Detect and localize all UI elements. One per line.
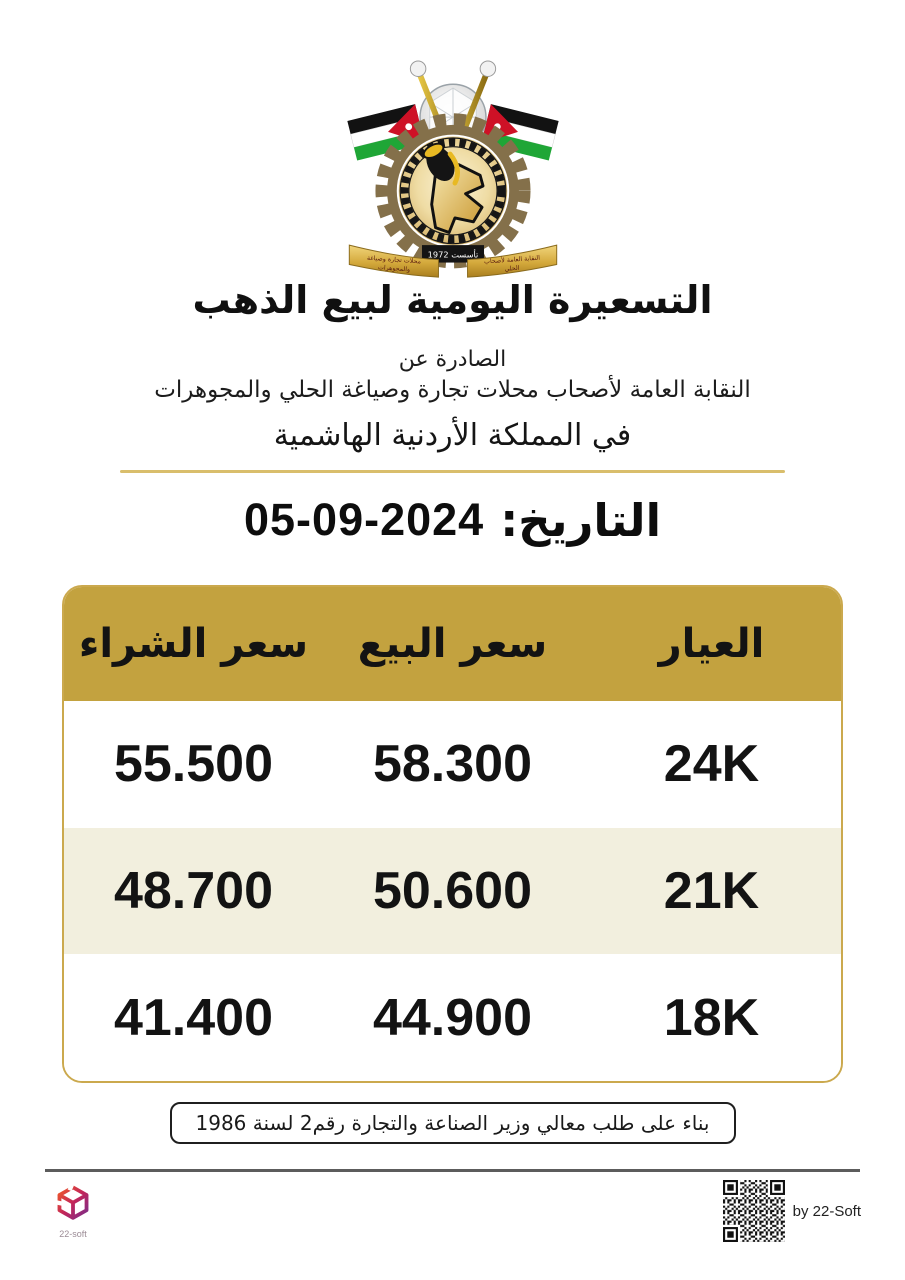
vendor-logo-label: 22-soft (59, 1229, 87, 1239)
legal-footnote: بناء على طلب معالي وزير الصناعة والتجارة رقم2 لسنة 1986 (170, 1102, 736, 1144)
sell-price-cell: 50.600 (372, 862, 533, 920)
table-row (64, 954, 841, 1081)
sell-price-cell: 44.900 (372, 988, 533, 1047)
issued-by-line: الصادرة عن (398, 347, 507, 372)
credit-text: by 22-Soft (792, 1202, 861, 1220)
gold-price-table (62, 585, 843, 1083)
column-header-sell-price: سعر البيع (357, 621, 548, 667)
footer-divider (45, 1169, 860, 1172)
syndicate-emblem (339, 28, 567, 280)
karat-cell: 21K (663, 862, 760, 920)
page-title: التسعيرة اليومية لبيع الذهب (192, 278, 713, 322)
date-value: 05-09-2024 (244, 494, 485, 545)
table-row (64, 701, 841, 828)
qr-credit-group (723, 1180, 861, 1242)
column-header-karat: العيار (658, 621, 765, 667)
buy-price-cell: 55.500 (113, 735, 274, 794)
gold-divider (120, 470, 785, 473)
country-line: في المملكة الأردنية الهاشمية (273, 418, 632, 453)
table-header-row (64, 587, 841, 701)
karat-cell: 18K (663, 988, 760, 1047)
software-vendor-logo (47, 1184, 99, 1239)
syndicate-name-line: النقابة العامة لأصحاب محلات تجارة وصياغة الحلي والمجوهرات (154, 377, 751, 403)
date-line (0, 494, 905, 547)
buy-price-cell: 41.400 (113, 988, 274, 1047)
buy-price-cell: 48.700 (113, 862, 274, 920)
table-row (64, 828, 841, 955)
qr-code-icon (723, 1180, 785, 1242)
column-header-buy-price: سعر الشراء (78, 621, 309, 667)
ribbon-right-line2: الحلي (503, 264, 520, 273)
ribbon-left-line2: والمجوهرات (377, 264, 410, 274)
established-text: تأسست 1972 (427, 249, 478, 260)
ribbon-left-line1: محلات تجارة وصياغة (366, 254, 421, 266)
karat-cell: 24K (663, 735, 760, 794)
cube-logo-icon (51, 1184, 95, 1228)
sell-price-cell: 58.300 (372, 735, 533, 794)
date-label: التاريخ: (500, 494, 662, 547)
ribbon-right-line1: النقابة العامة لأصحاب (483, 254, 540, 266)
